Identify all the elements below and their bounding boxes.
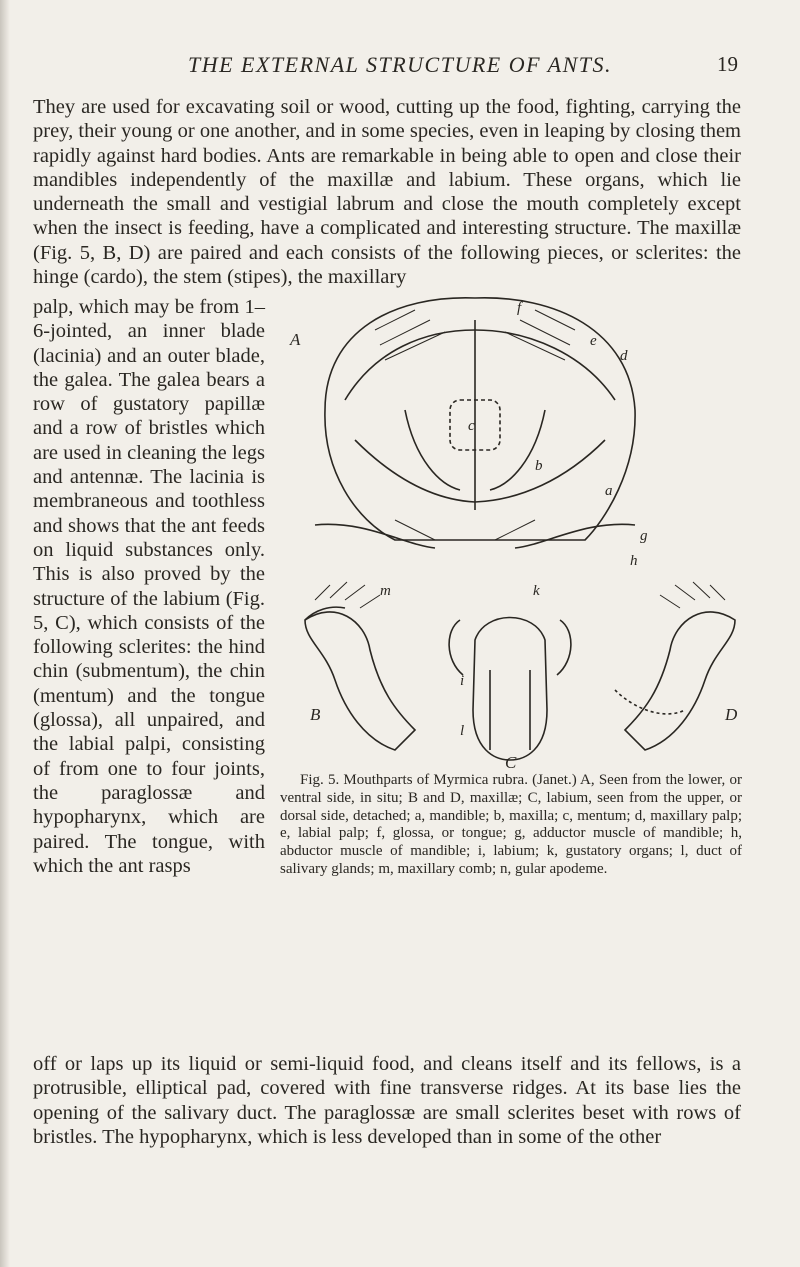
panel-a-head-outline [325,298,635,540]
label-a: a [605,483,613,499]
running-title: THE EXTERNAL STRUCTURE OF ANTS. [187,52,612,77]
figure-mouthparts [285,290,755,768]
label-l: l [460,723,465,739]
label-b: b [535,458,543,474]
label-D: D [725,705,738,724]
mouthparts-illustration [285,290,755,768]
page-number: 19 [717,52,738,76]
panel-a-maxilla-right [490,410,545,490]
label-B: B [310,705,321,724]
panel-b-maxilla [305,612,415,750]
panel-d-maxilla [625,612,735,750]
label-A: A [290,330,301,349]
label-m: m [380,583,391,599]
label-g: g [640,528,648,544]
paragraph-top [33,95,741,289]
label-h: h [630,553,638,569]
panel-c-glossa-lines [490,670,530,750]
page-gutter-shadow [0,0,10,1267]
panel-d-comb [615,690,685,714]
figure-caption [280,772,742,879]
label-c: c [468,418,475,434]
label-e: e [590,333,597,349]
paragraph-wrapped-text: palp, which may be from 1–6-jointed, an inner blade (lacinia) and an outer blade, the galea. The galea bears a row of gustatory papillæ and a row of bristles which are used in cleaning the legs and antennæ. The lacinia is membraneous and toothless and shows that the ant feeds on liquid substances only. This is also proved by the structure of the labium (Fig. 5, C), which consists of the following sclerites: the hind chin (submentum), the chin (mentum) and the tongue (glossa), all unpaired, and the labial palpi, consisting of from one to four joints, the paraglossæ and hypopharynx, which are paired. The tongue, with which the ant rasps [33,296,265,877]
panel-c-palp-right [557,620,571,675]
figure-caption-text: Fig. 5. Mouthparts of Myrmica rubra. (Janet.) A, Seen from the lower, or ventral side, in situ; B and D, maxillæ; C, labium, seen from the upper, or dorsal side, detached; a, mandible; b, maxilla; c, mentum; d, maxillary palp; e, labial palp; f, glossa, or tongue; g, adductor muscle of mandible; h, abductor muscle of mandible; i, labium; k, gustatory organs; l, duct of salivary glands; m, maxillary comb; n, gular apodeme. [280,772,742,877]
page-header [0,52,800,82]
paragraph-bottom-text: off or laps up its liquid or semi-liquid food, and cleans itself and its fellows, is a protrusible, elliptical pad, covered with fine transverse ridges. At its base lies the opening of the salivary duct. The paraglossæ are small sclerites beset with rows of bristles. The hypopharynx, which is less developed than in some of the other [33,1053,741,1148]
label-k: k [533,583,540,599]
paragraph-top-text: They are used for excavating soil or wood, cutting up the food, fighting, carrying the prey, their young or one another, and in some species, even in leaping by closing them rapidly against hard bodies. Ants are remarkable in being able to open and close their mandibles independently of the maxillæ and labium. These organs, which lie underneath the small and vestigial labrum and close the mouth completely except when the insect is feeding, have a complicated and interesting structure. The maxillæ (Fig. 5, B, D) are paired and each consists of the following pieces, or sclerites: the hinge (cardo), the stem (stipes), the maxillary [33,96,741,289]
paragraph-wrapped [33,295,265,878]
label-i: i [460,673,465,689]
panel-a-mandible-arc [345,330,615,400]
panel-c-labium [473,618,547,761]
panel-a-muscle-right [515,524,635,548]
paragraph-bottom [33,1052,741,1149]
label-f: f [517,300,522,316]
panel-a-maxilla-left [405,410,460,490]
label-C: C [505,753,517,768]
panel-c-palp-left [449,620,463,675]
label-d: d [620,348,628,364]
